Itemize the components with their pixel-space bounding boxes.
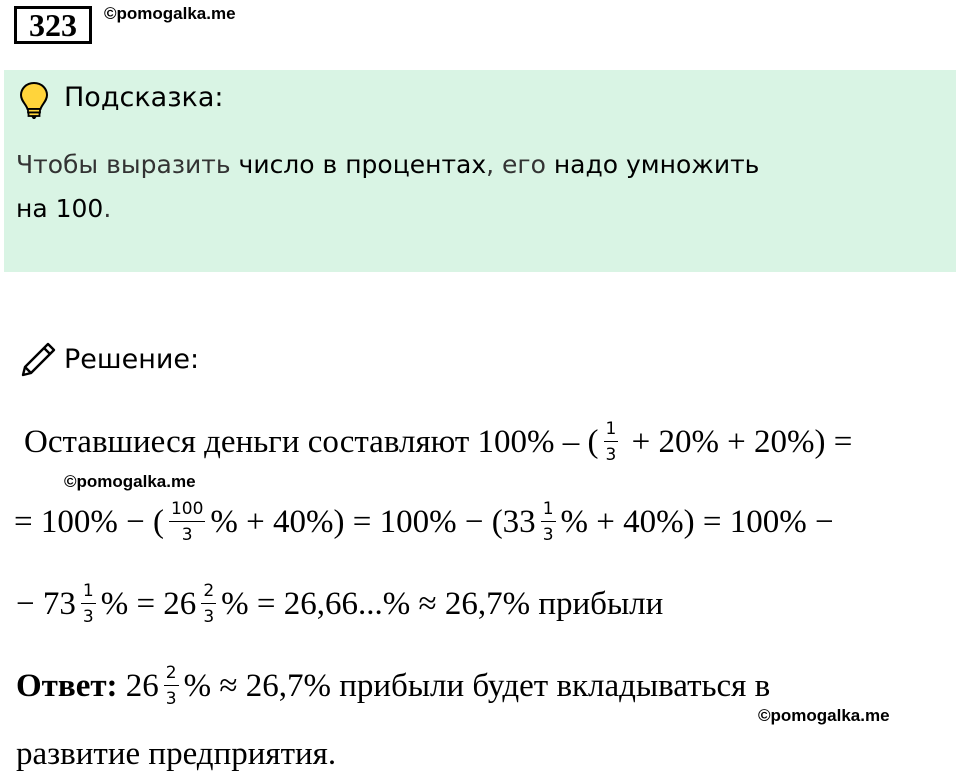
- hint-keyword-100: на 100: [16, 194, 104, 223]
- fraction-one-third: $\frac{1}{3}$: [542, 499, 554, 545]
- solution-title: Решение:: [64, 344, 200, 375]
- answer-line-1: Ответ: 26 $\frac{2}{3}$ % ≈ 26,7% прибыли будет вкладываться в: [16, 663, 771, 709]
- watermark-top: ©pomogalka.me: [104, 4, 236, 23]
- pencil-icon: [18, 340, 58, 380]
- hint-title: Подсказка:: [64, 82, 224, 113]
- fraction-two-thirds: $\frac{2}{3}$: [165, 663, 177, 709]
- lightbulb-icon: [18, 80, 50, 120]
- fraction-one-third: $\frac{1}{3}$: [82, 581, 94, 627]
- watermark-middle: ©pomogalka.me: [64, 472, 196, 491]
- fraction-two-thirds: $\frac{2}{3}$: [203, 581, 215, 627]
- answer-line-2: развитие предприятия.: [16, 735, 337, 772]
- fraction-100-thirds: $\frac{100}{3}$: [170, 499, 204, 545]
- solution-line-2: = 100% − ( $\frac{100}{3}$ % + 40%) = 100% − (33 $\frac{1}{3}$ % + 40%) = 100% −: [14, 499, 834, 545]
- fraction-one-third: $\frac{1}{3}$: [605, 419, 617, 465]
- hint-line-2: на 100.: [16, 194, 112, 223]
- hint-keyword-percent: число в процентах: [238, 150, 487, 179]
- watermark-bottom: ©pomogalka.me: [758, 706, 890, 725]
- task-number: 323: [14, 6, 92, 44]
- solution-line-3: − 73 $\frac{1}{3}$ % = 26 $\frac{2}{3}$ % = 26,66...% ≈ 26,7% прибыли: [16, 581, 664, 627]
- hint-keyword-multiply: надо умножить: [553, 150, 760, 179]
- answer-label: Ответ:: [16, 667, 118, 704]
- solution-line-1: Оставшиеся деньги составляют 100% – ( $\frac{1}{3}$ + 20% + 20%) =: [24, 419, 853, 465]
- hint-line-1: Чтобы выразить число в процентах, его надо умножить: [16, 150, 760, 179]
